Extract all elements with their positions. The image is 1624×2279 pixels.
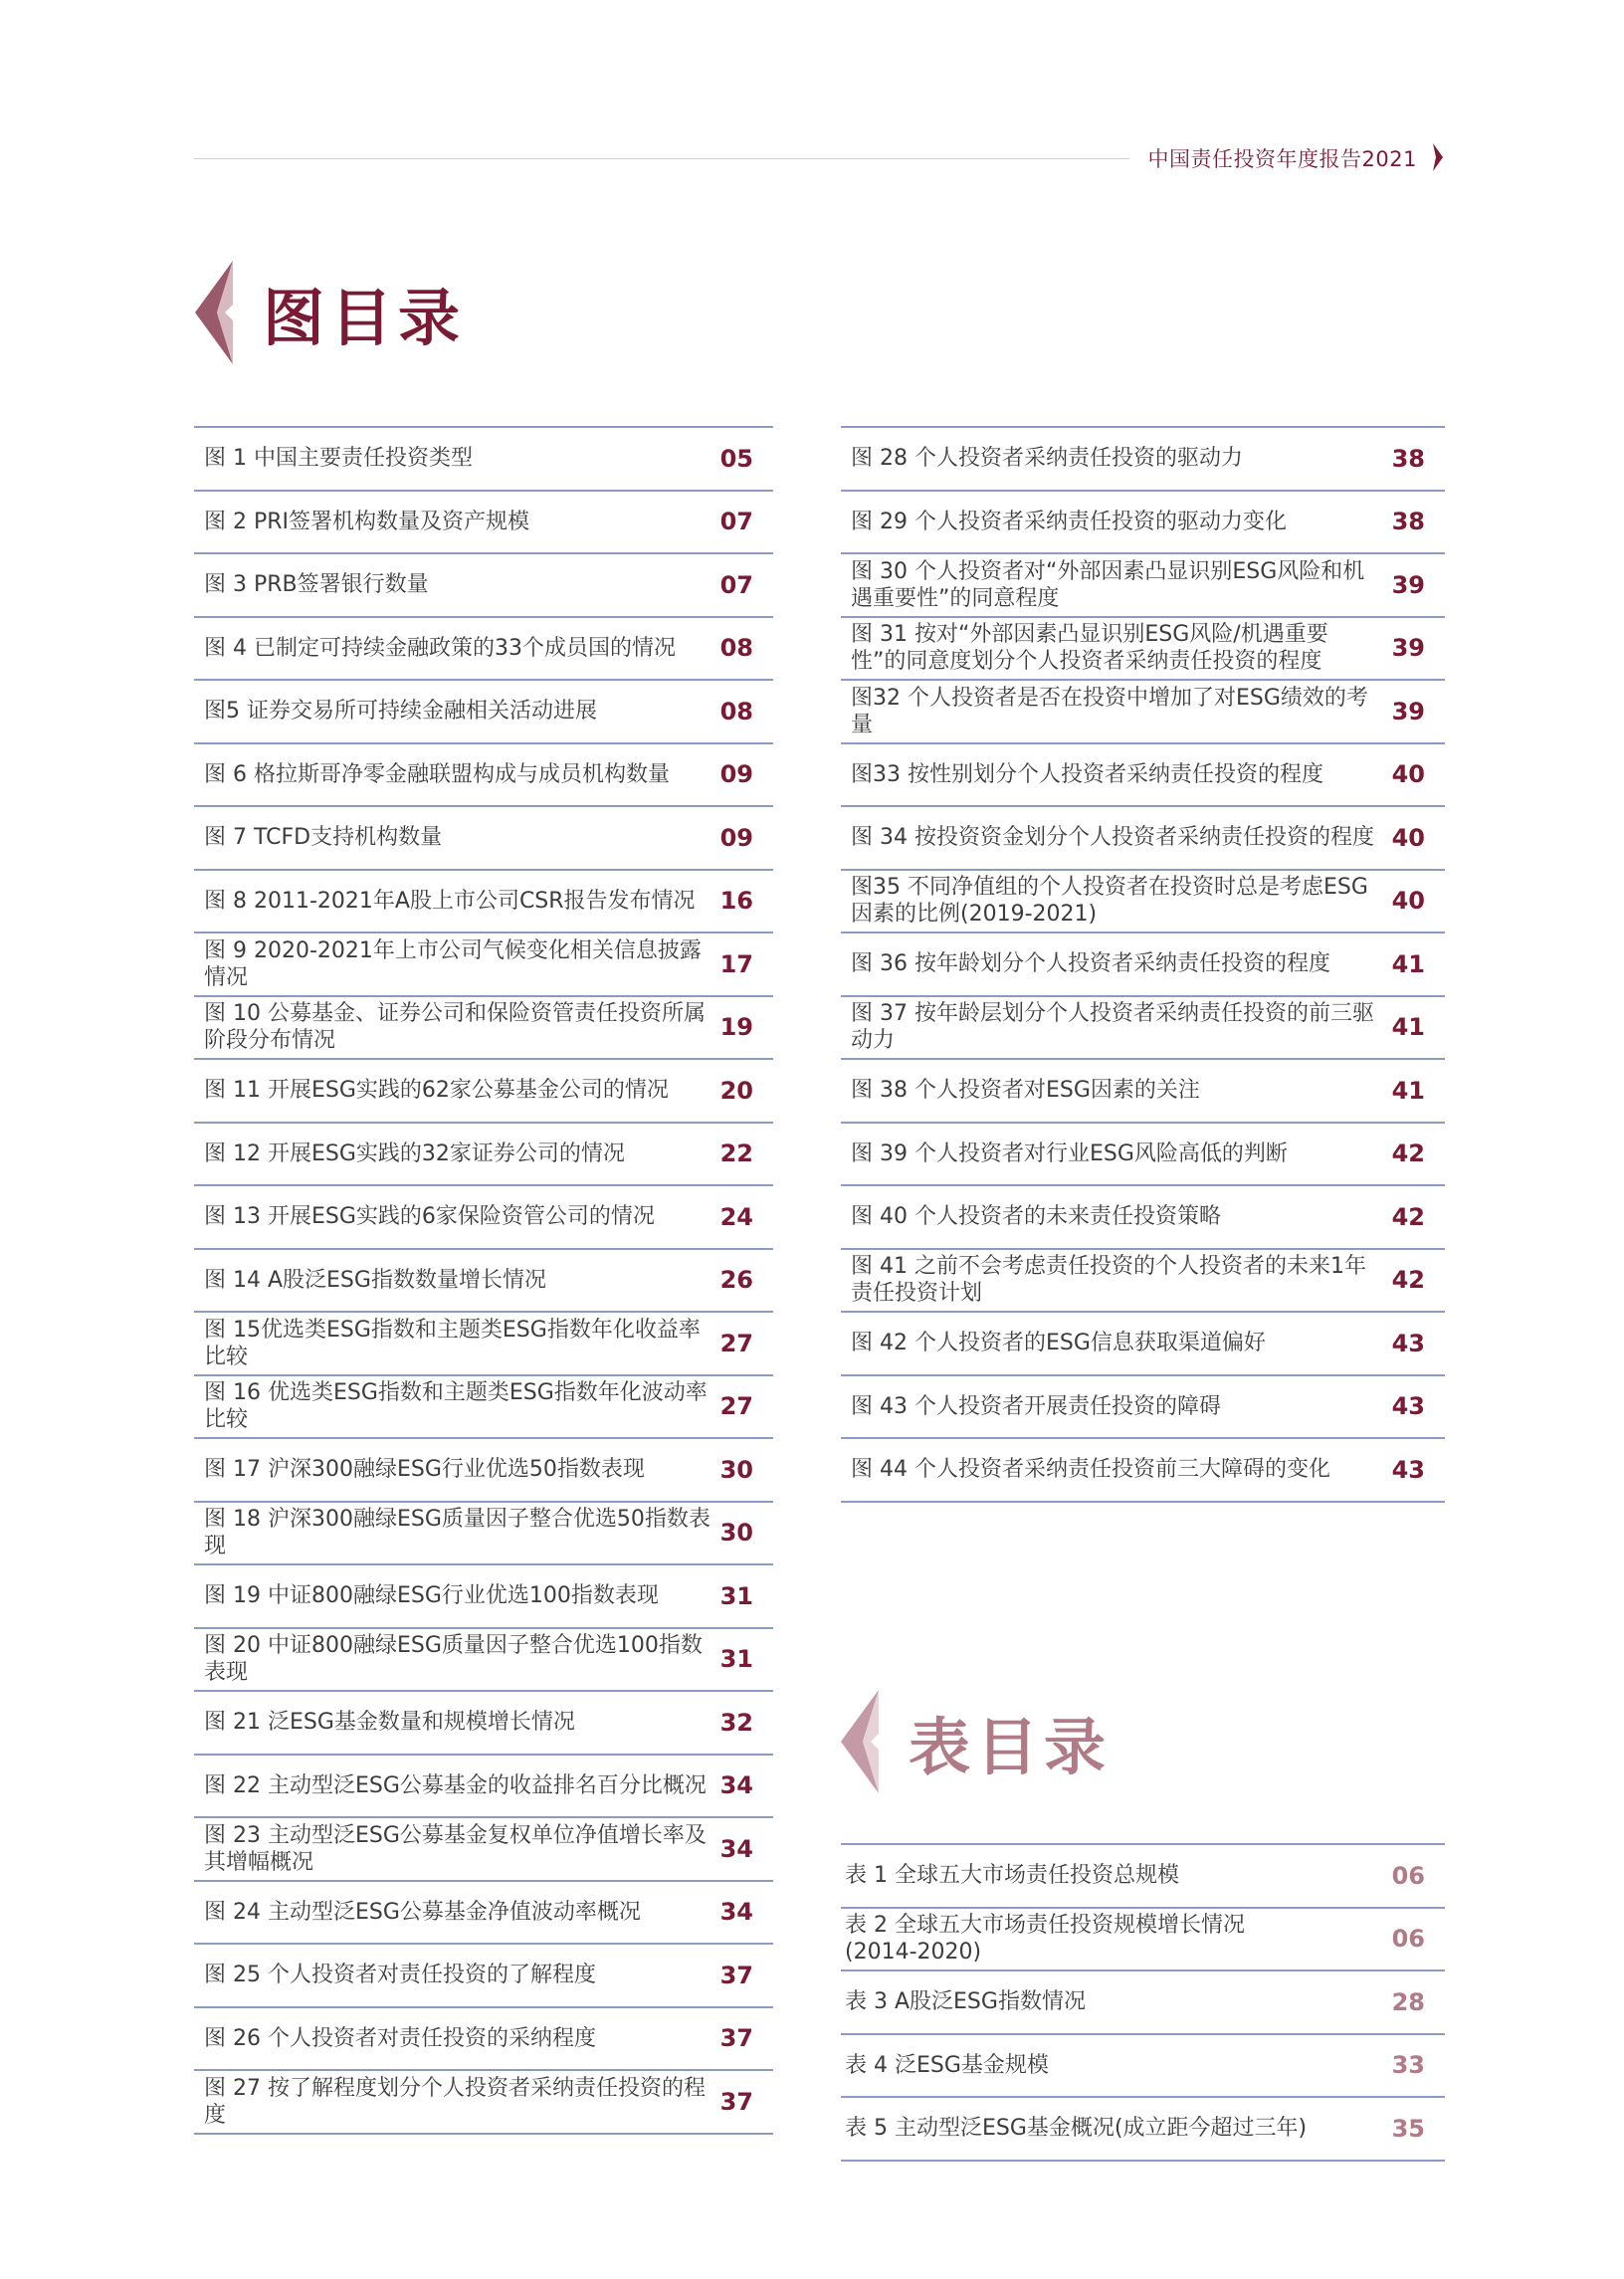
figure-toc-row[interactable] — [194, 807, 773, 871]
entry-page-number: 41 — [1391, 1013, 1425, 1042]
entry-label: 图 44 个人投资者采纳责任投资前三大障碍的变化 — [851, 1457, 1330, 1483]
entry-page-number: 30 — [719, 1455, 753, 1484]
entry-page-number: 30 — [719, 1519, 753, 1548]
entry-label: 图 20 中证800融绿ESG质量因子整合优选100指数表现 — [204, 1633, 703, 1686]
entry-label: 表 5 主动型泛ESG基金概况(成立距今超过三年) — [845, 2116, 1308, 2142]
entry-page-number: 08 — [719, 697, 753, 725]
figure-toc-row[interactable] — [194, 492, 773, 555]
entry-page-number: 07 — [719, 508, 753, 536]
entry-page-number: 40 — [1391, 823, 1425, 852]
figure-toc-row[interactable] — [194, 2071, 773, 2135]
figure-toc-row[interactable] — [194, 1124, 773, 1187]
entry-page-number: 37 — [719, 1961, 753, 1989]
entry-page-number: 39 — [1391, 570, 1425, 599]
entry-page-number: 41 — [1391, 1076, 1425, 1105]
header-rule — [194, 158, 1129, 159]
figure-toc-row[interactable] — [194, 1756, 773, 1819]
entry-label: 图 26 个人投资者对责任投资的采纳程度 — [204, 2025, 596, 2051]
entry-label: 图33 按性别划分个人投资者采纳责任投资的程度 — [851, 761, 1323, 787]
entry-label: 图 42 个人投资者的ESG信息获取渠道偏好 — [851, 1331, 1266, 1356]
figure-toc-row[interactable] — [841, 1313, 1445, 1376]
figure-toc-row[interactable] — [841, 681, 1445, 744]
entry-label: 图 29 个人投资者采纳责任投资的驱动力变化 — [851, 509, 1287, 534]
figure-toc-row[interactable] — [194, 1629, 773, 1693]
figure-toc-row[interactable] — [194, 744, 773, 808]
entry-label: 图5 证券交易所可持续金融相关活动进展 — [204, 699, 597, 725]
figure-toc-row[interactable] — [194, 1818, 773, 1882]
entry-page-number: 28 — [1391, 1987, 1425, 2016]
entry-label: 图 6 格拉斯哥净零金融联盟构成与成员机构数量 — [204, 761, 670, 787]
entry-label: 表 4 泛ESG基金规模 — [845, 2052, 1049, 2078]
entry-page-number: 26 — [719, 1266, 753, 1295]
entry-label: 图 2 PRI签署机构数量及资产规模 — [204, 509, 530, 534]
figure-toc-row[interactable] — [194, 997, 773, 1061]
section-chevron-icon — [195, 261, 233, 364]
table-list — [841, 1843, 1445, 2162]
table-toc-row[interactable] — [841, 1971, 1445, 2035]
figure-toc-row[interactable] — [841, 1250, 1445, 1314]
figure-list-left — [194, 426, 773, 2135]
entry-page-number: 34 — [719, 1898, 753, 1927]
table-toc-row[interactable] — [841, 1909, 1445, 1972]
entry-label: 图 21 泛ESG基金数量和规模增长情况 — [204, 1710, 575, 1736]
entry-label: 图 39 个人投资者对行业ESG风险高低的判断 — [851, 1140, 1288, 1166]
entry-page-number: 31 — [719, 1645, 753, 1674]
entry-label: 图 8 2011-2021年A股上市公司CSR报告发布情况 — [204, 888, 696, 914]
entry-page-number: 06 — [1391, 1925, 1425, 1954]
entry-page-number: 39 — [1391, 697, 1425, 725]
figure-toc-row[interactable] — [841, 618, 1445, 682]
figure-toc-row[interactable] — [194, 1692, 773, 1756]
entry-label: 图 36 按年龄划分个人投资者采纳责任投资的程度 — [851, 951, 1330, 977]
entry-page-number: 39 — [1391, 634, 1425, 663]
entry-page-number: 24 — [719, 1202, 753, 1231]
figure-toc-row[interactable] — [841, 933, 1445, 997]
entry-page-number: 42 — [1391, 1266, 1425, 1295]
entry-page-number: 19 — [719, 1013, 753, 1042]
figure-toc-row[interactable] — [194, 554, 773, 618]
figure-toc-row[interactable] — [194, 618, 773, 682]
entry-label: 图 38 个人投资者对ESG因素的关注 — [851, 1078, 1200, 1104]
figure-toc-row[interactable] — [841, 554, 1445, 618]
entry-page-number: 41 — [1391, 949, 1425, 978]
entry-page-number: 20 — [719, 1076, 753, 1105]
report-title: 中国责任投资年度报告2021 — [1147, 147, 1417, 171]
entry-label: 图 3 PRB签署银行数量 — [204, 572, 429, 598]
entry-label: 图 40 个人投资者的未来责任投资策略 — [851, 1204, 1221, 1230]
entry-page-number: 34 — [719, 1834, 753, 1863]
entry-page-number: 38 — [1391, 508, 1425, 536]
entry-page-number: 37 — [719, 2087, 753, 2116]
entry-label: 图 22 主动型泛ESG公募基金的收益排名百分比概况 — [204, 1772, 707, 1798]
entry-label: 表 1 全球五大市场责任投资总规模 — [845, 1863, 1179, 1889]
entry-label: 图 27 按了解程度划分个人投资者采纳责任投资的程度 — [204, 2075, 706, 2128]
entry-page-number: 06 — [1391, 1861, 1425, 1890]
figure-toc-row[interactable] — [194, 1882, 773, 1946]
entry-label: 图 17 沪深300融绿ESG行业优选50指数表现 — [204, 1457, 645, 1483]
figure-toc-row[interactable] — [194, 1250, 773, 1314]
figure-section-title: 图目录 — [263, 282, 467, 354]
figure-toc-row[interactable] — [841, 1186, 1445, 1250]
entry-label: 图 4 已制定可持续金融政策的33个成员国的情况 — [204, 635, 676, 661]
figure-toc-row[interactable] — [194, 871, 773, 934]
figure-toc-row[interactable] — [194, 1313, 773, 1376]
entry-page-number: 43 — [1391, 1392, 1425, 1421]
entry-page-number: 37 — [719, 2024, 753, 2053]
entry-label: 图 30 个人投资者对“外部因素凸显识别ESG风险和机遇重要性”的同意程度 — [851, 558, 1365, 611]
figure-list-right — [841, 426, 1445, 1503]
entry-label: 图 16 优选类ESG指数和主题类ESG指数年化波动率比较 — [204, 1380, 708, 1433]
entry-page-number: 07 — [719, 570, 753, 599]
entry-page-number: 43 — [1391, 1455, 1425, 1484]
figure-toc-row[interactable] — [194, 1376, 773, 1440]
figure-toc-row[interactable] — [841, 1060, 1445, 1124]
figure-toc-row[interactable] — [194, 1186, 773, 1250]
entry-label: 图 12 开展ESG实践的32家证券公司的情况 — [204, 1140, 625, 1166]
figure-toc-row[interactable] — [194, 933, 773, 997]
figure-toc-row[interactable] — [841, 1376, 1445, 1440]
entry-page-number: 34 — [719, 1771, 753, 1800]
section-chevron-icon — [841, 1690, 879, 1793]
entry-label: 图 10 公募基金、证券公司和保险资管责任投资所属阶段分布情况 — [204, 1001, 706, 1054]
entry-label: 图 14 A股泛ESG指数数量增长情况 — [204, 1267, 546, 1293]
figure-toc-row[interactable] — [841, 744, 1445, 808]
entry-page-number: 35 — [1391, 2114, 1425, 2143]
entry-label: 图 23 主动型泛ESG公募基金复权单位净值增长率及其增幅概况 — [204, 1822, 707, 1875]
entry-label: 图35 不同净值组的个人投资者在投资时总是考虑ESG因素的比例(2019-2021) — [851, 875, 1368, 928]
figure-toc-row[interactable] — [841, 492, 1445, 555]
figure-toc-row[interactable] — [841, 428, 1445, 492]
entry-label: 图 25 个人投资者对责任投资的了解程度 — [204, 1963, 596, 1988]
figure-toc-row[interactable] — [194, 1060, 773, 1124]
entry-page-number: 42 — [1391, 1202, 1425, 1231]
entry-page-number: 22 — [719, 1140, 753, 1168]
entry-page-number: 38 — [1391, 444, 1425, 473]
figure-toc-row[interactable] — [194, 1503, 773, 1566]
figure-toc-row[interactable] — [841, 871, 1445, 934]
entry-page-number: 40 — [1391, 887, 1425, 916]
entry-label: 表 2 全球五大市场责任投资规模增长情况(2014-2020) — [845, 1913, 1245, 1966]
entry-label: 图 1 中国主要责任投资类型 — [204, 446, 473, 472]
entry-page-number: 09 — [719, 760, 753, 789]
entry-label: 图 7 TCFD支持机构数量 — [204, 825, 443, 851]
entry-page-number: 08 — [719, 634, 753, 663]
entry-label: 图 24 主动型泛ESG公募基金净值波动率概况 — [204, 1899, 641, 1925]
table-toc-row[interactable] — [841, 2098, 1445, 2162]
figure-toc-row[interactable] — [194, 1945, 773, 2008]
table-toc-row[interactable] — [841, 1845, 1445, 1909]
header-chevron-icon — [1433, 143, 1443, 171]
entry-label: 图 31 按对“外部因素凸显识别ESG风险/机遇重要性”的同意度划分个人投资者采纳责任投资的程度 — [851, 622, 1328, 675]
entry-label: 图 37 按年龄层划分个人投资者采纳责任投资的前三驱动力 — [851, 1001, 1374, 1054]
entry-label: 图 18 沪深300融绿ESG质量因子整合优选50指数表现 — [204, 1507, 710, 1559]
entry-page-number: 27 — [719, 1392, 753, 1421]
entry-label: 表 3 A股泛ESG指数情况 — [845, 1989, 1086, 2015]
figure-toc-row[interactable] — [194, 1439, 773, 1503]
entry-label: 图 28 个人投资者采纳责任投资的驱动力 — [851, 446, 1243, 472]
figure-toc-row[interactable] — [194, 1565, 773, 1629]
figure-toc-row[interactable] — [194, 428, 773, 492]
figure-toc-row[interactable] — [194, 2008, 773, 2072]
entry-label: 图 34 按投资资金划分个人投资者采纳责任投资的程度 — [851, 825, 1374, 851]
figure-toc-row[interactable] — [841, 807, 1445, 871]
entry-page-number: 43 — [1391, 1329, 1425, 1357]
entry-page-number: 16 — [719, 887, 753, 916]
entry-page-number: 17 — [719, 949, 753, 978]
entry-page-number: 09 — [719, 823, 753, 852]
figure-toc-row[interactable] — [841, 1124, 1445, 1187]
table-toc-row[interactable] — [841, 2035, 1445, 2099]
entry-label: 图 19 中证800融绿ESG行业优选100指数表现 — [204, 1583, 659, 1609]
entry-label: 图 9 2020-2021年上市公司气候变化相关信息披露情况 — [204, 937, 702, 990]
entry-label: 图 43 个人投资者开展责任投资的障碍 — [851, 1393, 1221, 1419]
entry-page-number: 33 — [1391, 2051, 1425, 2080]
entry-label: 图32 个人投资者是否在投资中增加了对ESG绩效的考量 — [851, 685, 1368, 737]
figure-toc-row[interactable] — [841, 997, 1445, 1061]
entry-page-number: 27 — [719, 1329, 753, 1357]
figure-toc-row[interactable] — [841, 1439, 1445, 1503]
figure-toc-row[interactable] — [194, 681, 773, 744]
entry-page-number: 31 — [719, 1581, 753, 1610]
entry-page-number: 40 — [1391, 760, 1425, 789]
entry-page-number: 05 — [719, 444, 753, 473]
entry-page-number: 32 — [719, 1708, 753, 1737]
entry-label: 图 15优选类ESG指数和主题类ESG指数年化收益率比较 — [204, 1317, 701, 1369]
entry-label: 图 13 开展ESG实践的6家保险资管公司的情况 — [204, 1204, 655, 1230]
entry-label: 图 11 开展ESG实践的62家公募基金公司的情况 — [204, 1078, 669, 1104]
entry-label: 图 41 之前不会考虑责任投资的个人投资者的未来1年责任投资计划 — [851, 1254, 1366, 1307]
table-section-title: 表目录 — [909, 1711, 1113, 1783]
entry-page-number: 42 — [1391, 1140, 1425, 1168]
